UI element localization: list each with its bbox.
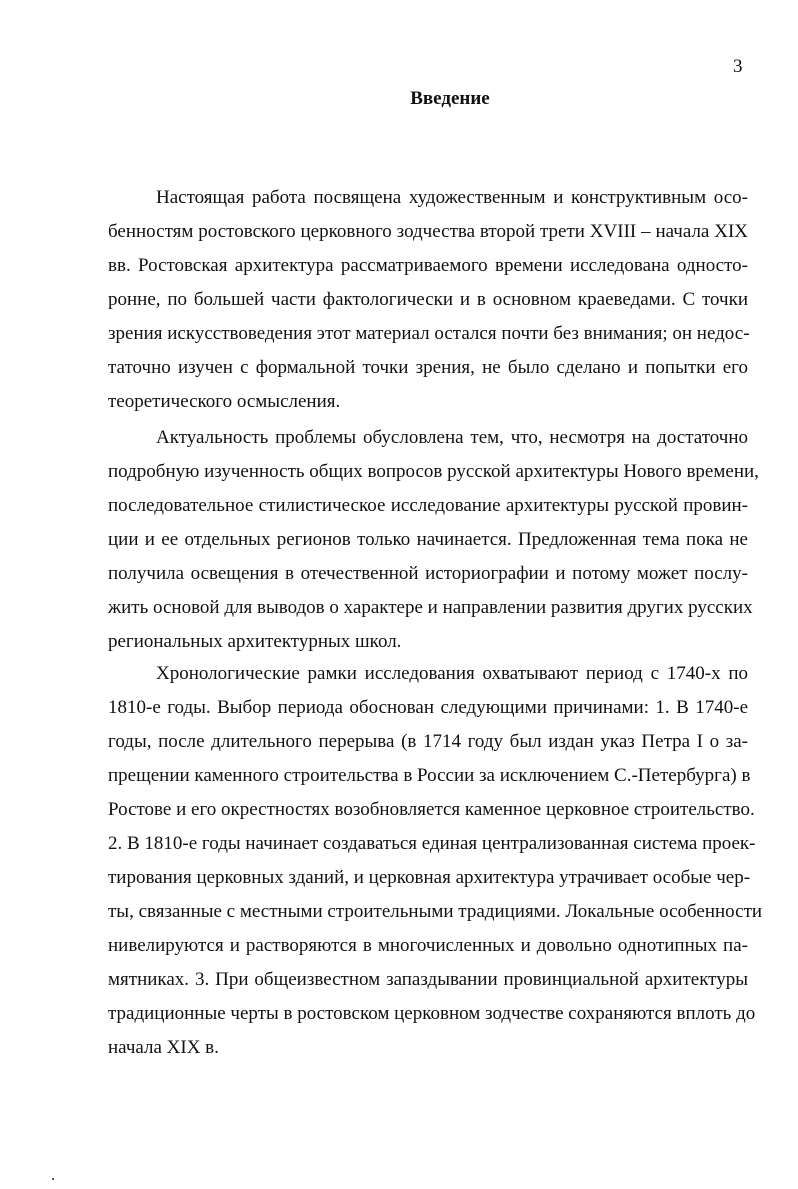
text-line: ты, связанные с местными строительными традициями. Локальные особенности [108, 901, 763, 922]
text-line: традиционные черты в ростовском церковном зодчестве сохраняются вплоть до [108, 1003, 756, 1024]
scan-speck [52, 1178, 54, 1180]
text-line: Ростове и его окрестностях возобновляется каменное церковное строительство. [108, 799, 755, 820]
page-number: 3 [733, 56, 743, 77]
text-line: теоретического осмысления. [108, 391, 341, 412]
text-line: нивелируются и растворяются в многочисленных и довольно однотипных па- [108, 935, 748, 956]
text-line: Актуальность проблемы обусловлена тем, что, несмотря на достаточно [156, 427, 748, 448]
text-line: годы, после длительного перерыва (в 1714 году был издан указ Петра I о за- [108, 731, 748, 752]
text-line: тирования церковных зданий, и церковная архитектура утрачивает особые чер- [108, 867, 751, 888]
text-line: ронне, по большей части фактологически и в основном краеведами. С точки [108, 289, 748, 310]
text-line: зрения искусствоведения этот материал остался почти без внимания; он недос- [108, 323, 750, 344]
text-line: 1810-е годы. Выбор периода обоснован следующими причинами: 1. В 1740-е [108, 697, 748, 718]
text-line: прещении каменного строительства в России за исключением С.-Петербурга) в [108, 765, 751, 786]
text-line: вв. Ростовская архитектура рассматриваемого времени исследована односто- [108, 255, 748, 276]
text-line: Настоящая работа посвящена художественным и конструктивным осо- [156, 187, 748, 208]
text-line: 2. В 1810-е годы начинает создаваться единая централизованная система проек- [108, 833, 756, 854]
text-line: подробную изученность общих вопросов русской архитектуры Нового времени, [108, 461, 759, 482]
paragraph-1 [108, 181, 748, 419]
text-line: начала XIX в. [108, 1037, 219, 1058]
paragraph-2 [108, 421, 759, 659]
text-line: жить основой для выводов о характере и направлении развития других русских [108, 597, 753, 618]
paragraph-3 [108, 657, 763, 1065]
text-line: ции и ее отдельных регионов только начинается. Предложенная тема пока не [108, 529, 748, 550]
text-line: последовательное стилистическое исследование архитектуры русской провин- [108, 495, 748, 516]
text-line: бенностям ростовского церковного зодчества второй трети XVIII – начала XIX [108, 221, 748, 242]
text-line: региональных архитектурных школ. [108, 631, 402, 652]
text-line: получила освещения в отечественной историографии и потому может послу- [108, 563, 748, 584]
text-line: таточно изучен с формальной точки зрения, не было сделано и попытки его [108, 357, 748, 378]
page-title: Введение [410, 88, 490, 109]
text-line: Хронологические рамки исследования охватывают период с 1740-х по [156, 663, 748, 684]
text-line: мятниках. 3. При общеизвестном запаздывании провинциальной архитектуры [108, 969, 748, 990]
